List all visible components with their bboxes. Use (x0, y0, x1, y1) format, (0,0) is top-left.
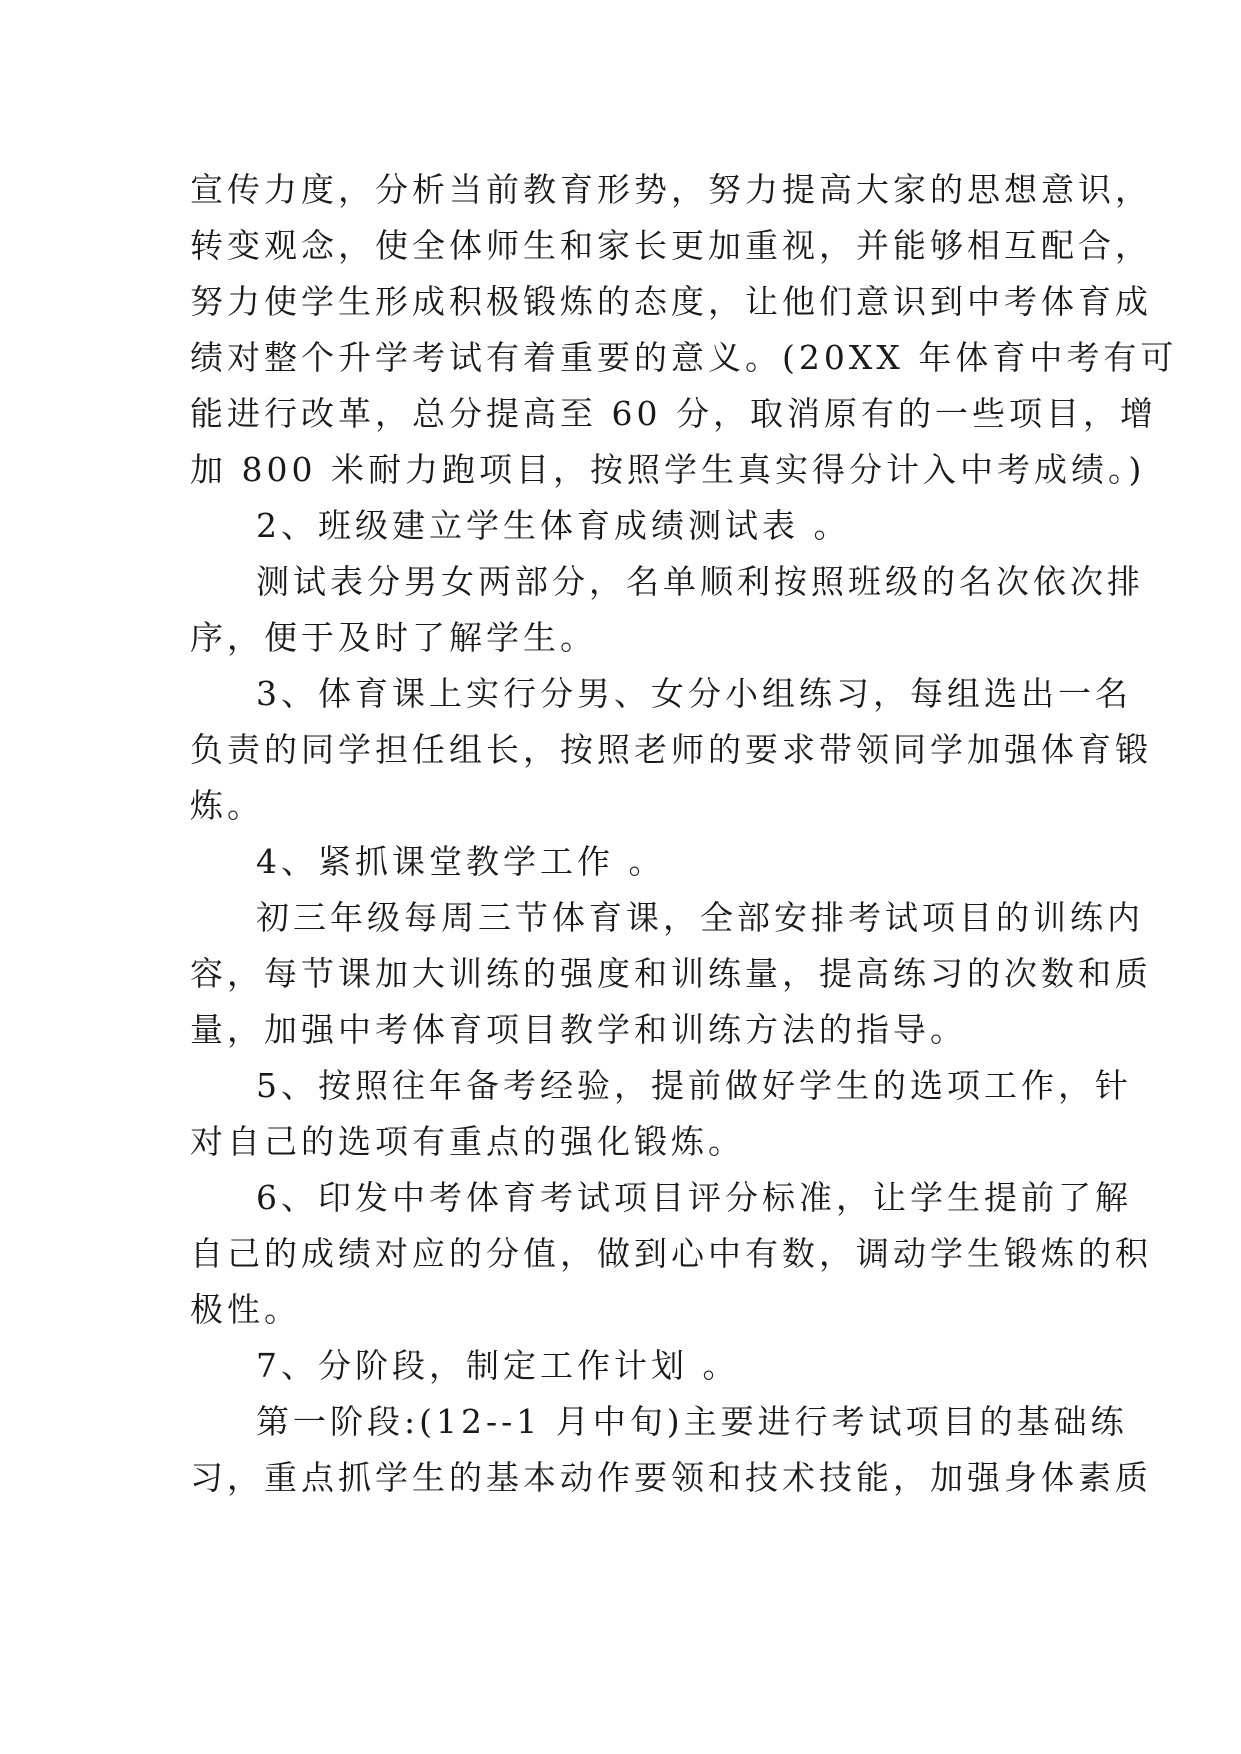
text-line: 2、班级建立学生体育成绩测试表 。 (256, 506, 851, 545)
text-line: 加 800 米耐力跑项目，按照学生真实得分计入中考成绩。) (190, 450, 1146, 489)
text-line: 序，便于及时了解学生。 (190, 618, 597, 657)
text-line: 测试表分男女两部分，名单顺利按照班级的名次依次排 (256, 562, 1144, 601)
paragraph (190, 1170, 1152, 1338)
text-line: 对自己的选项有重点的强化锻炼。 (190, 1122, 745, 1161)
paragraph (190, 890, 1152, 1058)
text-line: 5、按照往年备考经验，提前做好学生的选项工作，针 (256, 1066, 1132, 1105)
document-body (190, 162, 1178, 1506)
text-line: 量，加强中考体育项目教学和训练方法的指导。 (190, 1010, 967, 1049)
paragraph (190, 666, 1152, 834)
paragraph (190, 162, 1178, 498)
paragraph (190, 1338, 1065, 1394)
text-line: 转变观念，使全体师生和家长更加重视，并能够相互配合， (190, 226, 1152, 265)
text-line: 负责的同学担任组长，按照老师的要求带领同学加强体育锻 (190, 730, 1152, 769)
text-line: 炼。 (190, 786, 264, 825)
text-line: 第一阶段:(12--1 月中旬)主要进行考试项目的基础练 (256, 1402, 1128, 1441)
text-line: 自己的成绩对应的分值，做到心中有数，调动学生锻炼的积 (190, 1234, 1152, 1273)
text-line: 习，重点抓学生的基本动作要领和技术技能，加强身体素质 (190, 1458, 1152, 1497)
paragraph (190, 1394, 1152, 1506)
text-line: 4、紧抓课堂教学工作 。 (256, 842, 666, 881)
paragraph (190, 554, 1144, 666)
text-line: 3、体育课上实行分男、女分小组练习，每组选出一名 (256, 674, 1132, 713)
text-line: 宣传力度，分析当前教育形势，努力提高大家的思想意识， (190, 170, 1152, 209)
text-line: 容，每节课加大训练的强度和训练量，提高练习的次数和质 (190, 954, 1152, 993)
text-line: 绩对整个升学考试有着重要的意义。(20XX 年体育中考有可 (190, 338, 1178, 377)
text-line: 能进行改革，总分提高至 60 分，取消原有的一些项目，增 (190, 394, 1157, 433)
paragraph (190, 834, 1065, 890)
paragraph (190, 1058, 1132, 1170)
text-line: 努力使学生形成积极锻炼的态度，让他们意识到中考体育成 (190, 282, 1152, 321)
text-line: 7、分阶段，制定工作计划 。 (256, 1346, 740, 1385)
text-line: 初三年级每周三节体育课，全部安排考试项目的训练内 (256, 898, 1144, 937)
paragraph (190, 498, 1065, 554)
text-line: 6、印发中考体育考试项目评分标准，让学生提前了解 (256, 1178, 1132, 1217)
text-line: 极性。 (190, 1290, 301, 1329)
